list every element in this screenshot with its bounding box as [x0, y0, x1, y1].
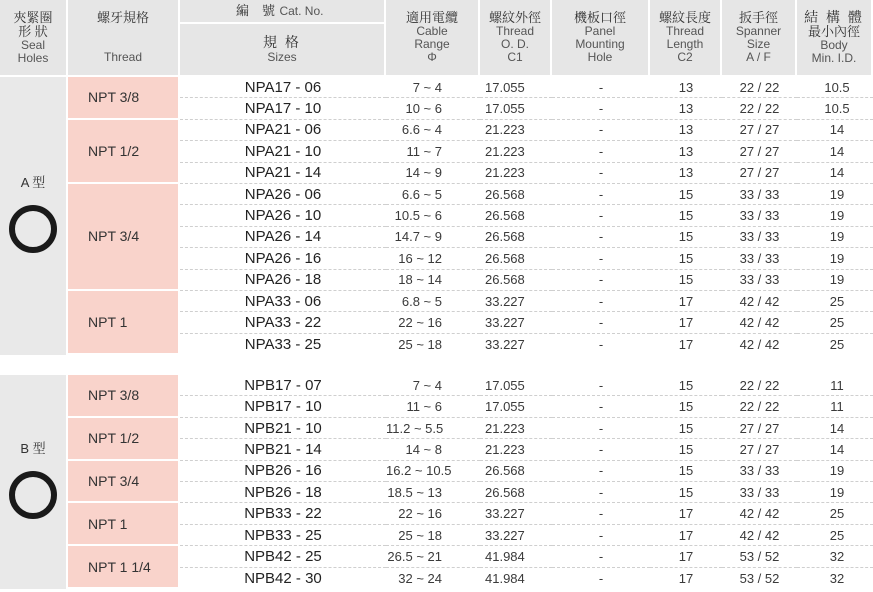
thread-spec-cell: NPT 1/2: [68, 418, 180, 461]
panel-header-en1: Panel: [584, 24, 616, 39]
body-id-cell: 25: [797, 503, 873, 524]
cable-range-cell: 11 ~ 7: [386, 141, 480, 162]
cable-range-cell: 22 ~ 16: [386, 503, 480, 524]
thread-length-cell: 17: [650, 503, 722, 524]
thread-od-cell: 26.568: [480, 461, 552, 482]
thread-od-cell: 17.055: [480, 77, 552, 98]
cable-range-cell: 14 ~ 9: [386, 163, 480, 184]
spanner-size-cell: 42 / 42: [722, 503, 797, 524]
body-id-cell: 19: [797, 461, 873, 482]
seal-shape-cell: [0, 375, 68, 589]
cat-no-cell: NPA26 - 06: [180, 184, 386, 205]
cable-range-cell: 25 ~ 18: [386, 525, 480, 546]
thread-od-cell: 21.223: [480, 141, 552, 162]
cable-range-cell: 6.6 ~ 4: [386, 120, 480, 141]
thread-spec-cell: NPT 1 1/4: [68, 546, 180, 589]
thread-od-cell: 17.055: [480, 98, 552, 119]
spanner-size-cell: 42 / 42: [739, 336, 780, 352]
cable-range-cell: 16 ~ 12: [386, 248, 480, 269]
thread-header-en: Thread: [103, 50, 143, 65]
cat-no-cell: NPA26 - 14: [180, 227, 386, 248]
panel-header-zh: 機板口徑: [573, 10, 626, 26]
cat-no-cell: NPA26 - 10: [180, 205, 386, 226]
thread-length-cell: 15: [650, 461, 722, 482]
thread-header-zh: 螺牙規格: [96, 10, 149, 25]
cat-no-cell: NPA17 - 06: [180, 77, 386, 98]
thread-od-cell: 21.223: [480, 418, 552, 439]
cat-no-cell: NPA33 - 06: [180, 291, 386, 312]
spanner-size-cell: 33 / 33: [722, 227, 797, 248]
table-row: [0, 375, 873, 396]
panel-hole-cell: -: [552, 77, 650, 98]
body-header-zh1: 結 構 體: [804, 8, 864, 25]
thread-od-cell: 41.984: [480, 546, 552, 567]
thread-length-cell: 13: [650, 98, 722, 119]
cable-range-cell: 16.2 ~ 10.5: [386, 461, 480, 482]
cat-no-cell: NPB21 - 14: [180, 439, 386, 460]
col-header-body: [797, 0, 873, 77]
cat-no-cell: NPA26 - 18: [180, 270, 386, 291]
body-header-en1: Body: [820, 38, 848, 53]
table-body: [0, 77, 873, 589]
body-id-cell: 32: [829, 570, 845, 586]
panel-hole-cell: -: [552, 312, 650, 333]
spanner-size-cell: 33 / 33: [722, 270, 797, 291]
thread-od-header-en2: O. D.: [500, 37, 529, 52]
shape-header-zh: 夾緊圈: [13, 9, 53, 25]
spanner-size-cell: 22 / 22: [722, 396, 797, 417]
spanner-size-cell: 22 / 22: [722, 77, 797, 98]
col-header-panel: [552, 0, 650, 77]
spanner-size-cell: 27 / 27: [722, 120, 797, 141]
thread-length-cell: 15: [650, 184, 722, 205]
cat-no-cell: NPB42 - 25: [180, 546, 386, 567]
shape-header-en2: Holes: [17, 50, 49, 65]
span-header-en2: Size: [746, 37, 771, 52]
spanner-size-cell: 42 / 42: [722, 291, 797, 312]
thread-length-cell: 15: [650, 375, 722, 396]
cable-range-cell: 11.2 ~ 5.5: [386, 418, 480, 439]
body-id-cell: 10.5: [797, 98, 873, 119]
cat-no-cell: NPA33 - 25: [244, 335, 322, 353]
len-header-en1: Thread: [665, 24, 705, 39]
cable-range-cell: 7 ~ 4: [386, 77, 480, 98]
body-id-cell: 19: [797, 248, 873, 269]
col-header-catno: [180, 0, 386, 24]
thread-length-cell: 15: [650, 396, 722, 417]
catno-header-zh: 編 號: [236, 3, 276, 19]
spanner-size-cell: 22 / 22: [722, 98, 797, 119]
cable-range-cell: 32 ~ 24: [398, 570, 442, 586]
table-header: [0, 0, 873, 77]
thread-od-cell: 26.568: [480, 482, 552, 503]
panel-header-en3: Hole: [587, 49, 613, 64]
cat-no-cell: NPB17 - 07: [180, 375, 386, 396]
cable-range-cell: 7 ~ 4: [386, 375, 480, 396]
len-header-zh: 螺紋長度: [658, 10, 711, 26]
spanner-size-cell: 33 / 33: [722, 461, 797, 482]
panel-hole-cell: -: [552, 375, 650, 396]
thread-spec-cell: NPT 3/4: [68, 461, 180, 504]
cable-range-cell: 6.8 ~ 5: [386, 291, 480, 312]
thread-od-cell: 26.568: [480, 270, 552, 291]
seal-shape-label: B 型: [20, 441, 46, 457]
cat-no-cell: NPA33 - 22: [180, 312, 386, 333]
body-id-cell: 14: [797, 163, 873, 184]
spanner-size-cell: 42 / 42: [722, 312, 797, 333]
spanner-size-cell: 53 / 52: [722, 546, 797, 567]
section-gap-cell: [0, 355, 873, 375]
span-header-en3: A / F: [746, 49, 771, 64]
thread-od-cell: 21.223: [480, 439, 552, 460]
thread-od-cell: 26.568: [480, 184, 552, 205]
col-header-shape: [0, 0, 68, 77]
thread-od-cell: 21.223: [480, 120, 552, 141]
cable-range-cell: 6.6 ~ 5: [386, 184, 480, 205]
cable-range-cell: 14 ~ 8: [386, 439, 480, 460]
thread-length-cell: 13: [650, 77, 722, 98]
panel-hole-cell: -: [552, 291, 650, 312]
cable-range-cell: 26.5 ~ 21: [386, 546, 480, 567]
panel-header-en2: Mounting: [575, 37, 625, 52]
thread-od-cell: 26.568: [480, 227, 552, 248]
panel-hole-cell: -: [552, 141, 650, 162]
body-id-cell: 25: [829, 336, 845, 352]
thread-length-cell: 15: [650, 482, 722, 503]
shape-header-zh2: 形 狀: [18, 23, 48, 39]
table-row: [0, 77, 873, 98]
spanner-size-cell: 33 / 33: [722, 248, 797, 269]
panel-hole-cell: -: [552, 503, 650, 524]
cat-no-cell: NPA26 - 16: [180, 248, 386, 269]
thread-spec-cell: NPT 1: [68, 503, 180, 546]
cable-range-cell: 10 ~ 6: [386, 98, 480, 119]
spanner-size-cell: 33 / 33: [722, 184, 797, 205]
panel-hole-cell: -: [552, 546, 650, 567]
len-header-en3: C2: [677, 49, 693, 64]
body-id-cell: 19: [797, 227, 873, 248]
body-id-cell: 14: [797, 141, 873, 162]
table-row: [0, 184, 873, 205]
thread-length-cell: 15: [650, 205, 722, 226]
body-id-cell: 14: [797, 418, 873, 439]
thread-length-cell: 15: [650, 418, 722, 439]
thread-spec-cell: NPT 3/4: [68, 184, 180, 291]
cable-range-cell: 18 ~ 14: [386, 270, 480, 291]
thread-length-cell: 15: [650, 227, 722, 248]
panel-hole-cell: -: [552, 227, 650, 248]
table-row: [0, 291, 873, 312]
shape-header-en1: Seal: [20, 37, 46, 52]
len-header-en2: Length: [666, 37, 704, 52]
ring-icon: [7, 469, 59, 526]
catno-header-en: Cat. No.: [279, 4, 324, 19]
cat-no-cell: NPA21 - 06: [180, 120, 386, 141]
body-id-cell: 19: [797, 184, 873, 205]
sizes-header-zh: 規 格: [263, 34, 301, 51]
spanner-size-cell: 27 / 27: [722, 439, 797, 460]
cable-range-cell: 14.7 ~ 9: [386, 227, 480, 248]
body-id-cell: 11: [797, 396, 873, 417]
body-header-zh2: 最小內徑: [807, 24, 860, 40]
col-header-thread-od: [480, 0, 552, 77]
panel-hole-cell: -: [552, 461, 650, 482]
spanner-size-cell: 42 / 42: [722, 525, 797, 546]
cable-range-cell: 10.5 ~ 6: [386, 205, 480, 226]
body-header-en2: Min. I.D.: [811, 51, 857, 66]
col-header-thread: [68, 0, 180, 77]
seal-shape-cell: [0, 77, 68, 355]
panel-hole-cell: -: [552, 418, 650, 439]
spanner-size-cell: 27 / 27: [722, 163, 797, 184]
body-id-cell: 32: [797, 546, 873, 567]
thread-od-cell: 33.227: [480, 291, 552, 312]
section-gap: [0, 355, 873, 375]
cat-no-cell: NPA21 - 14: [180, 163, 386, 184]
thread-od-cell: 26.568: [480, 248, 552, 269]
cable-header-en2: Range: [414, 37, 450, 52]
panel-hole-cell: -: [552, 98, 650, 119]
thread-length-cell: 15: [650, 439, 722, 460]
body-id-cell: 11: [797, 375, 873, 396]
sizes-header-en: Sizes: [267, 49, 297, 64]
spanner-size-cell: 33 / 33: [722, 482, 797, 503]
body-id-cell: 19: [797, 270, 873, 291]
body-id-cell: 14: [797, 120, 873, 141]
cat-no-cell: NPB21 - 10: [180, 418, 386, 439]
body-id-cell: 10.5: [797, 77, 873, 98]
thread-length-cell: 13: [650, 141, 722, 162]
col-header-sizes: [180, 24, 386, 77]
cable-header-en3: Φ: [427, 49, 437, 64]
cable-header-zh: 適用電纜: [405, 10, 458, 26]
ring-icon: [7, 203, 59, 260]
body-id-cell: 25: [797, 312, 873, 333]
body-id-cell: 14: [797, 439, 873, 460]
cable-range-cell: 18.5 ~ 13: [386, 482, 480, 503]
thread-spec-cell: NPT 3/8: [68, 375, 180, 418]
panel-hole-cell: -: [552, 248, 650, 269]
table-row: [0, 418, 873, 439]
thread-od-cell: 33.227: [480, 503, 552, 524]
table-row: [0, 461, 873, 482]
spanner-size-cell: 27 / 27: [722, 418, 797, 439]
thread-length-cell: 17: [650, 291, 722, 312]
seal-shape-label: A 型: [20, 175, 46, 191]
thread-length-cell: 17: [678, 336, 694, 352]
thread-length-cell: 13: [650, 163, 722, 184]
thread-spec-cell: NPT 1: [68, 291, 180, 355]
span-header-zh: 扳手徑: [738, 10, 778, 26]
cable-range-cell: 11 ~ 6: [386, 396, 480, 417]
col-header-spanner: [722, 0, 797, 77]
thread-od-header-zh: 螺紋外徑: [488, 10, 541, 26]
spanner-size-cell: 33 / 33: [722, 205, 797, 226]
cat-no-cell: NPA21 - 10: [180, 141, 386, 162]
spanner-size-cell: 27 / 27: [722, 141, 797, 162]
cat-no-cell: NPB42 - 30: [244, 569, 322, 587]
table-row: [0, 503, 873, 524]
panel-hole-cell: -: [552, 439, 650, 460]
cable-range-cell: 25 ~ 18: [398, 336, 442, 352]
thread-length-cell: 15: [650, 270, 722, 291]
thread-spec-cell: NPT 3/8: [68, 77, 180, 120]
cat-no-cell: NPA17 - 10: [180, 98, 386, 119]
panel-hole-cell: -: [552, 184, 650, 205]
col-header-cable: [386, 0, 480, 77]
thread-od-header-en1: Thread: [495, 24, 535, 39]
thread-length-cell: 17: [650, 312, 722, 333]
body-id-cell: 25: [797, 525, 873, 546]
panel-hole-cell: -: [598, 570, 604, 586]
col-header-length: [650, 0, 722, 77]
thread-length-cell: 13: [650, 120, 722, 141]
body-id-cell: 19: [797, 482, 873, 503]
panel-hole-cell: -: [552, 205, 650, 226]
cat-no-cell: NPB17 - 10: [180, 396, 386, 417]
cat-no-cell: NPB26 - 18: [180, 482, 386, 503]
spanner-size-cell: 53 / 52: [739, 570, 780, 586]
thread-length-cell: 15: [650, 248, 722, 269]
cable-header-en1: Cable: [416, 24, 448, 39]
thread-spec-cell: NPT 1/2: [68, 120, 180, 184]
cat-no-cell: NPB26 - 16: [180, 461, 386, 482]
body-id-cell: 19: [797, 205, 873, 226]
thread-od-cell: 41.984: [485, 570, 525, 586]
thread-length-cell: 17: [650, 546, 722, 567]
thread-od-cell: 33.227: [480, 312, 552, 333]
panel-hole-cell: -: [552, 270, 650, 291]
panel-hole-cell: -: [552, 525, 650, 546]
cable-range-cell: 22 ~ 16: [386, 312, 480, 333]
spanner-size-cell: 22 / 22: [722, 375, 797, 396]
thread-length-cell: 17: [678, 570, 694, 586]
cat-no-cell: NPB33 - 22: [180, 503, 386, 524]
span-header-en1: Spanner: [735, 24, 782, 39]
panel-hole-cell: -: [598, 336, 604, 352]
thread-od-cell: 33.227: [480, 525, 552, 546]
body-id-cell: 25: [797, 291, 873, 312]
thread-od-cell: 26.568: [480, 205, 552, 226]
thread-length-cell: 17: [650, 525, 722, 546]
thread-od-cell: 17.055: [480, 396, 552, 417]
thread-od-cell: 17.055: [480, 375, 552, 396]
thread-od-cell: 21.223: [480, 163, 552, 184]
panel-hole-cell: -: [552, 482, 650, 503]
panel-hole-cell: -: [552, 396, 650, 417]
thread-od-cell: 33.227: [485, 336, 525, 352]
table-row: [0, 546, 873, 567]
table-row: [0, 120, 873, 141]
thread-od-header-en3: C1: [507, 49, 523, 64]
panel-hole-cell: -: [552, 163, 650, 184]
panel-hole-cell: -: [552, 120, 650, 141]
cat-no-cell: NPB33 - 25: [180, 525, 386, 546]
